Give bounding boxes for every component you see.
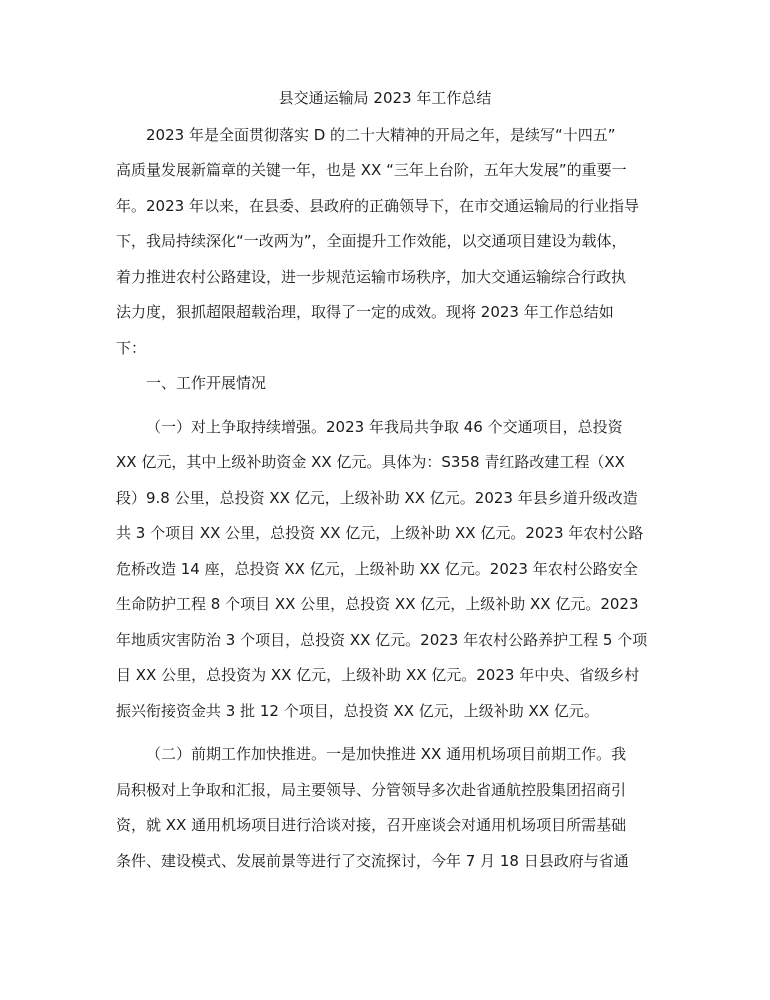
paragraph-line: 目 XX 公里，总投资为 XX 亿元，上级补助 XX 亿元。2023 年中央、省级乡村: [116, 666, 640, 684]
section-heading: 一、工作开展情况: [146, 374, 267, 392]
paragraph-line: 共 3 个项目 XX 公里，总投资 XX 亿元，上级补助 XX 亿元。2023 年农村公路: [116, 524, 644, 542]
paragraph-line: 资，就 XX 通用机场项目进行洽谈对接，召开座谈会对通用机场项目所需基础: [116, 816, 627, 834]
document-title: 县交通运输局 2023 年工作总结: [278, 89, 492, 107]
paragraph-line: （二）前期工作加快推进。一是加快推进 XX 通用机场项目前期工作。我: [146, 745, 627, 763]
paragraph-line: 振兴衔接资金共 3 批 12 个项目，总投资 XX 亿元，上级补助 XX 亿元。: [116, 702, 599, 720]
paragraph-line: 着力推进农村公路建设，进一步规范运输市场秩序，加大交通运输综合行政执: [116, 268, 627, 286]
paragraph-line: 段）9.8 公里，总投资 XX 亿元，上级补助 XX 亿元。2023 年县乡道升级改造: [116, 489, 638, 507]
paragraph-line: XX 亿元，其中上级补助资金 XX 亿元。具体为：S358 青红路改建工程（XX: [116, 453, 625, 471]
paragraph-line: 危桥改造 14 座，总投资 XX 亿元，上级补助 XX 亿元。2023 年农村公路安全: [116, 560, 638, 578]
paragraph-line: 下：: [116, 339, 147, 357]
paragraph-line: 高质量发展新篇章的关键一年，也是 XX “三年上台阶，五年大发展”的重要一: [116, 161, 627, 179]
paragraph-line: （一）对上争取持续增强。2023 年我局共争取 46 个交通项目，总投资: [146, 418, 623, 436]
paragraph-line: 2023 年是全面贯彻落实 D 的二十大精神的开局之年，是续写“十四五”: [146, 126, 616, 144]
paragraph-line: 下，我局持续深化“一改两为”，全面提升工作效能，以交通项目建设为载体，: [116, 232, 627, 250]
paragraph-line: 条件、建设模式、发展前景等进行了交流探讨，今年 7 月 18 日县政府与省通: [116, 852, 629, 870]
paragraph-line: 年地质灾害防治 3 个项目，总投资 XX 亿元。2023 年农村公路养护工程 5 个项: [116, 631, 648, 649]
paragraph-line: 年。2023 年以来，在县委、县政府的正确领导下，在市交通运输局的行业指导: [116, 197, 639, 215]
paragraph-line: 生命防护工程 8 个项目 XX 公里，总投资 XX 亿元，上级补助 XX 亿元。2023: [116, 595, 639, 613]
paragraph-line: 局积极对上争取和汇报，局主要领导、分管领导多次赴省通航控股集团招商引: [116, 781, 627, 799]
paragraph-line: 法力度，狠抓超限超载治理，取得了一定的成效。现将 2023 年工作总结如: [116, 303, 614, 321]
